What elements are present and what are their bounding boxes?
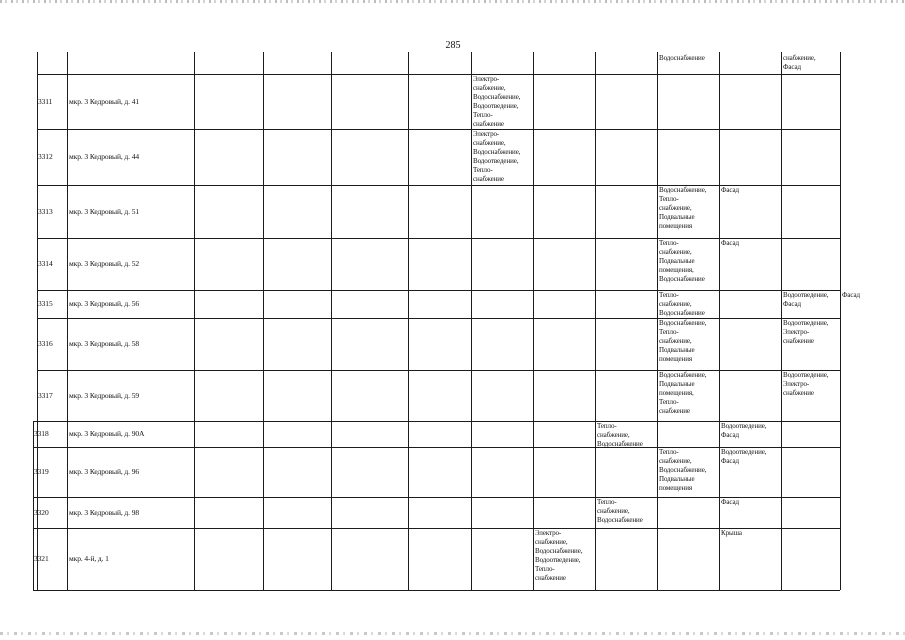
row-number: 3311 bbox=[38, 97, 53, 106]
row-address: мкр. 3 Кедровый, д. 41 bbox=[69, 97, 139, 106]
work-type-cell: Водоотведение, Фасад bbox=[783, 291, 829, 308]
scan-edge-bottom bbox=[0, 632, 905, 635]
work-type-cell: Фасад bbox=[721, 239, 739, 247]
table-column-rule bbox=[408, 52, 409, 590]
header-continuation-cell: снабжение, Фасад bbox=[783, 54, 816, 71]
row-address: мкр. 3 Кедровый, д. 44 bbox=[69, 152, 139, 161]
work-type-cell: Водоснабжение, Подвальные помещения, Тепло- снабжение bbox=[659, 371, 707, 415]
table-column-rule bbox=[33, 421, 34, 590]
row-address: мкр. 3 Кедровый, д. 98 bbox=[69, 508, 139, 517]
row-address: мкр. 3 Кедровый, д. 59 bbox=[69, 391, 139, 400]
row-number: 3316 bbox=[38, 339, 53, 348]
work-type-cell: Водоснабжение, Тепло- снабжение, Подвальные помещения bbox=[659, 319, 707, 363]
table-column-rule bbox=[331, 52, 332, 590]
row-number: 3318 bbox=[34, 429, 49, 438]
table-column-rule bbox=[533, 52, 534, 590]
row-address: мкр. 3 Кедровый, д. 51 bbox=[69, 207, 139, 216]
work-type-cell: Фасад bbox=[842, 291, 860, 299]
table-column-rule bbox=[657, 52, 658, 590]
table-row-rule bbox=[33, 590, 840, 591]
row-address: мкр. 3 Кедровый, д. 90А bbox=[69, 429, 145, 438]
table-column-rule bbox=[840, 52, 841, 590]
work-type-cell: Водоотведение, Фасад bbox=[721, 448, 767, 465]
row-number: 3319 bbox=[34, 467, 49, 476]
work-type-cell: Электро- снабжение, Водоснабжение, Водоотведение, Тепло- снабжение bbox=[535, 529, 583, 582]
table-column-rule bbox=[67, 52, 68, 590]
row-number: 3321 bbox=[34, 554, 49, 563]
work-type-cell: Электро- снабжение, Водоснабжение, Водоотведение, Тепло- снабжение bbox=[473, 75, 521, 128]
table-column-rule bbox=[595, 52, 596, 590]
page-number: 285 bbox=[445, 40, 461, 51]
work-type-cell: Водоснабжение, Тепло- снабжение, Подвальные помещения bbox=[659, 186, 707, 230]
work-type-cell: Фасад bbox=[721, 186, 739, 194]
row-address: мкр. 4-й, д. 1 bbox=[69, 554, 109, 563]
row-address: мкр. 3 Кедровый, д. 96 bbox=[69, 467, 139, 476]
row-address: мкр. 3 Кедровый, д. 56 bbox=[69, 299, 139, 308]
work-type-cell: Тепло- снабжение, Водоснабжение bbox=[659, 291, 705, 317]
table-column-rule bbox=[263, 52, 264, 590]
row-number: 3312 bbox=[38, 152, 53, 161]
work-type-cell: Водоотведение, Электро- снабжение bbox=[783, 319, 829, 345]
work-type-cell: Тепло- снабжение, Водоснабжение bbox=[597, 422, 643, 448]
row-number: 3315 bbox=[38, 299, 53, 308]
work-type-cell: Водоотведение, Фасад bbox=[721, 422, 767, 439]
table-column-rule bbox=[719, 52, 720, 590]
work-type-cell: Тепло- снабжение, Водоснабжение bbox=[597, 498, 643, 524]
work-type-cell: Тепло- снабжение, Подвальные помещения, Водоснабжение bbox=[659, 239, 705, 283]
work-type-cell: Фасад bbox=[721, 498, 739, 506]
work-type-cell: Электро- снабжение, Водоснабжение, Водоотведение, Тепло- снабжение bbox=[473, 130, 521, 183]
work-type-cell: Крыша bbox=[721, 529, 742, 537]
row-number: 3313 bbox=[38, 207, 53, 216]
row-number: 3320 bbox=[34, 508, 49, 517]
row-address: мкр. 3 Кедровый, д. 58 bbox=[69, 339, 139, 348]
table-column-rule bbox=[471, 52, 472, 590]
row-address: мкр. 3 Кедровый, д. 52 bbox=[69, 259, 139, 268]
table-column-rule bbox=[194, 52, 195, 590]
row-number: 3317 bbox=[38, 391, 53, 400]
row-number: 3314 bbox=[38, 259, 53, 268]
table-column-rule bbox=[781, 52, 782, 590]
work-type-cell: Тепло- снабжение, Водоснабжение, Подвальные помещения bbox=[659, 448, 707, 492]
work-type-cell: Водоотведение, Электро- снабжение bbox=[783, 371, 829, 397]
header-continuation-cell: Водоснабжение bbox=[659, 54, 705, 62]
